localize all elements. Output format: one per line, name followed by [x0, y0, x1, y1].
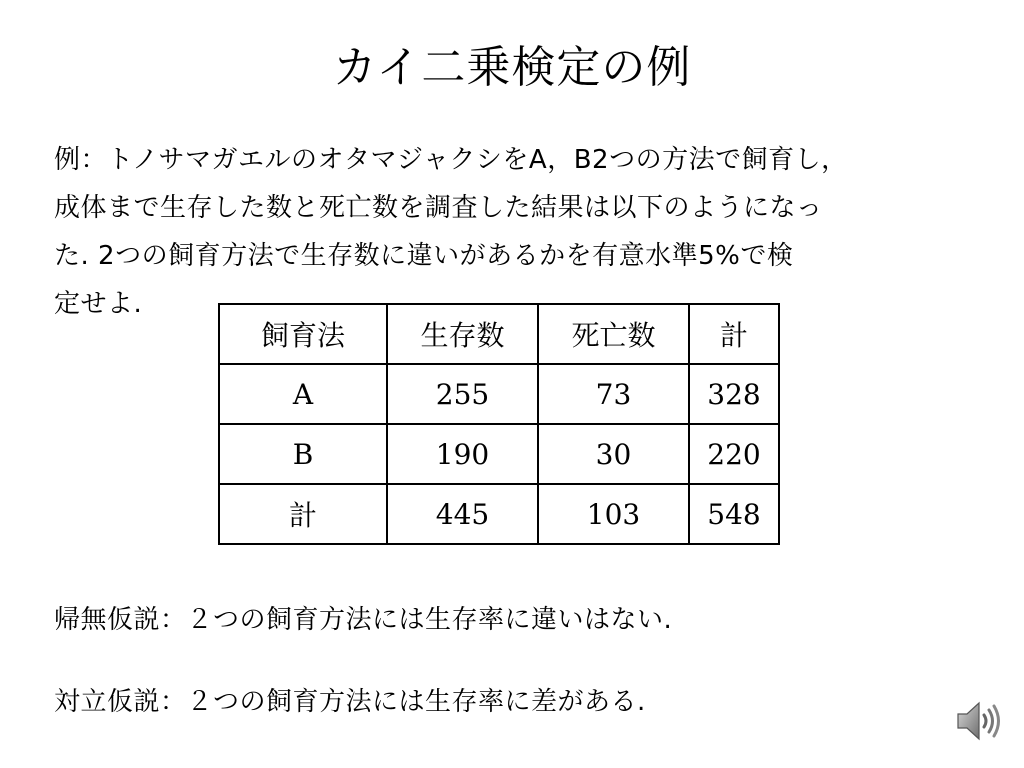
- table-row: [219, 484, 779, 544]
- alternative-hypothesis: 対立仮説：２つの飼育方法には生存率に差がある.: [54, 687, 646, 717]
- survival-table: [218, 303, 780, 545]
- table-header-row: [219, 304, 779, 364]
- speaker-audio-icon[interactable]: [952, 696, 1002, 746]
- table-cell: 548: [689, 484, 779, 544]
- null-hypothesis: 帰無仮説：２つの飼育方法には生存率に違いはない.: [54, 605, 673, 635]
- slide-title: カイ二乗検定の例: [332, 42, 692, 93]
- table-row: [219, 364, 779, 424]
- table-cell: 計: [219, 484, 387, 544]
- problem-line: 例：トノサマガエルのオタマジャクシをA，B2つの方法で飼育し，: [54, 145, 848, 175]
- problem-line: た. 2つの飼育方法で生存数に違いがあるかを有意水準5%で検: [54, 241, 794, 271]
- table-header-cell: 飼育法: [219, 304, 387, 364]
- problem-line: 定せよ.: [54, 289, 143, 319]
- table-cell: 73: [538, 364, 689, 424]
- table-header-cell: 計: [689, 304, 779, 364]
- problem-statement: [54, 136, 984, 328]
- table-cell: 220: [689, 424, 779, 484]
- table-row: [219, 424, 779, 484]
- table-header-cell: 死亡数: [538, 304, 689, 364]
- table-cell: 328: [689, 364, 779, 424]
- table-cell: 30: [538, 424, 689, 484]
- problem-line: 成体まで生存した数と死亡数を調査した結果は以下のようになっ: [54, 193, 823, 223]
- table-header-cell: 生存数: [387, 304, 538, 364]
- table-cell: 103: [538, 484, 689, 544]
- table-cell: A: [219, 364, 387, 424]
- table-cell: 445: [387, 484, 538, 544]
- table-cell: 255: [387, 364, 538, 424]
- table-cell: B: [219, 424, 387, 484]
- table-cell: 190: [387, 424, 538, 484]
